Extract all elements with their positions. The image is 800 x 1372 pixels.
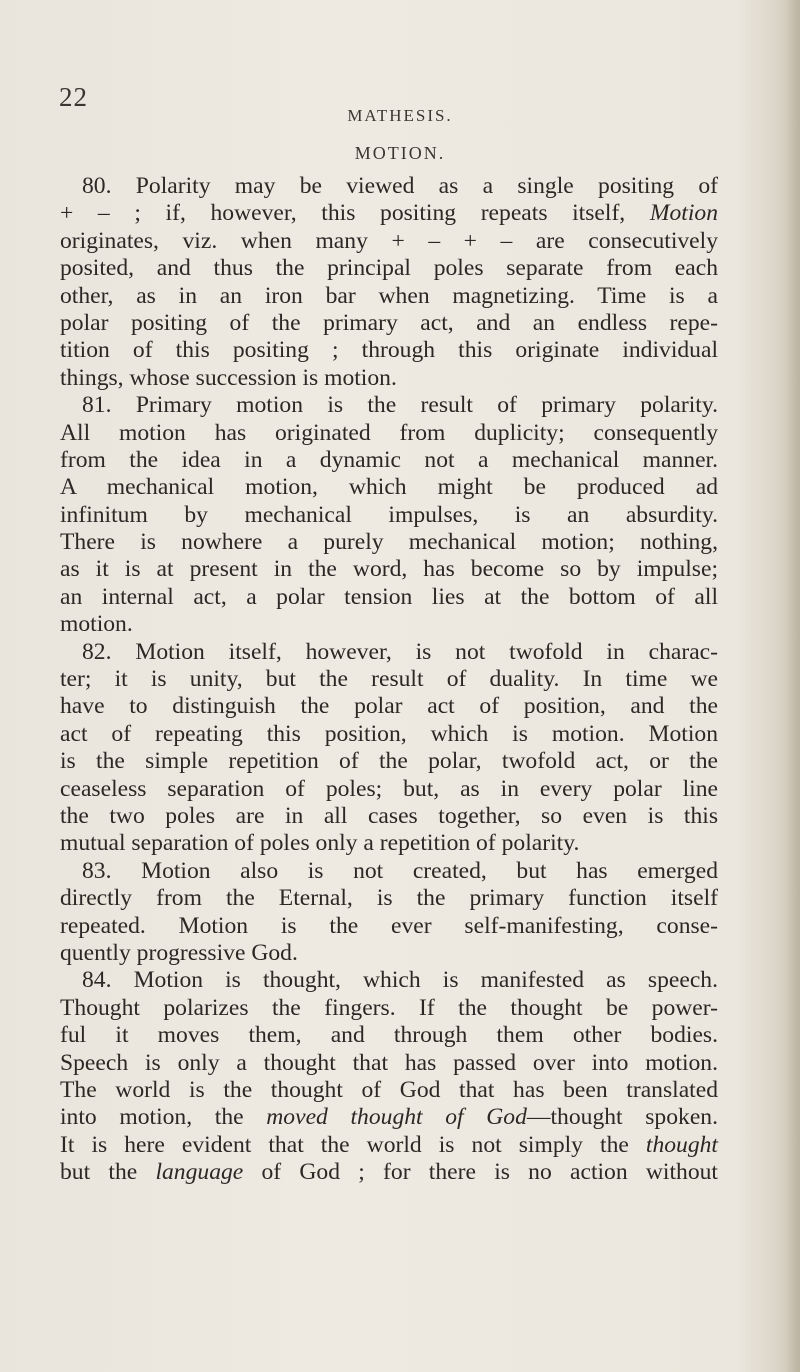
text-segment: ter; it is unity, but the result of duality. In time we (60, 666, 718, 693)
text-segment: polar positing of the primary act, and an endless repe- (60, 309, 718, 336)
text-line (60, 1077, 718, 1104)
text-segment: 84. Motion is thought, which is manifested as speech. (82, 967, 718, 994)
text-line (60, 693, 718, 720)
text-line (60, 803, 718, 830)
text-line (60, 283, 718, 310)
text-line (60, 447, 718, 474)
text-segment: other, as in an iron bar when magnetizing. Time is a (60, 282, 718, 309)
page-number: 22 (59, 82, 88, 112)
text-segment: act of repeating this position, which is motion. Motion (60, 720, 718, 747)
text-line (60, 228, 718, 255)
text-segment: ful it moves them, and through them other bodies. (60, 1022, 718, 1049)
text-line (60, 639, 718, 666)
italic-text: Motion (649, 200, 718, 227)
text-segment: It is here evident that the world is not simply the (60, 1131, 646, 1158)
text-segment: + – ; if, however, this positing repeats itself, (60, 200, 650, 227)
text-line (60, 255, 718, 282)
text-segment: 81. Primary motion is the result of primary polarity. (82, 392, 718, 419)
text-segment: of God ; for there is no action without (243, 1159, 718, 1186)
section-title: MOTION. (354, 143, 446, 163)
text-line (60, 858, 718, 885)
text-segment: the two poles are in all cases together, so even is this (60, 802, 718, 829)
text-line (60, 776, 718, 803)
text-line (60, 1104, 718, 1131)
page-edge-shadow (786, 0, 800, 1372)
text-line (60, 967, 718, 994)
text-segment: —thought spoken. (526, 1104, 718, 1131)
text-segment: 82. Motion itself, however, is not twofold in charac- (82, 638, 718, 665)
text-line (60, 1159, 718, 1186)
text-segment: is the simple repetition of the polar, twofold act, or the (60, 748, 718, 775)
text-segment: Speech is only a thought that has passed over into motion. (60, 1049, 718, 1076)
text-line (60, 1132, 718, 1159)
text-segment: but the (60, 1159, 156, 1186)
text-segment: as it is at present in the word, has become so by impulse; (60, 556, 718, 583)
text-line (60, 502, 718, 529)
text-line (60, 611, 718, 638)
text-segment: motion. (60, 611, 133, 638)
text-line (60, 940, 718, 967)
italic-text: moved thought of God (266, 1104, 527, 1131)
text-segment: repeated. Motion is the ever self-manifesting, conse- (60, 912, 718, 939)
text-segment: All motion has originated from duplicity; consequently (60, 419, 718, 446)
text-line (60, 748, 718, 775)
text-segment: quently progressive God. (60, 939, 298, 966)
text-segment: There is nowhere a purely mechanical motion; nothing, (60, 529, 718, 556)
text-line (60, 365, 718, 392)
text-line (60, 1022, 718, 1049)
text-segment: mutual separation of poles only a repetition of polarity. (60, 830, 580, 857)
text-line (60, 173, 718, 200)
text-segment: posited, and thus the principal poles separate from each (60, 255, 718, 282)
text-line (60, 666, 718, 693)
text-line (60, 995, 718, 1022)
text-line (60, 584, 718, 611)
text-line (60, 830, 718, 857)
text-line (60, 200, 718, 227)
text-line (60, 337, 718, 364)
text-line (60, 885, 718, 912)
text-segment: things, whose succession is motion. (60, 364, 397, 391)
text-line (60, 721, 718, 748)
text-line (60, 913, 718, 940)
text-line (60, 1050, 718, 1077)
text-line (60, 556, 718, 583)
text-segment: have to distinguish the polar act of position, and the (60, 693, 718, 720)
text-segment: originates, viz. when many + – + – are consecutively (60, 227, 718, 254)
text-segment: directly from the Eternal, is the primary function itself (60, 885, 718, 912)
text-line (60, 392, 718, 419)
text-segment: 83. Motion also is not created, but has emerged (82, 857, 718, 884)
text-line (60, 529, 718, 556)
text-segment: 80. Polarity may be viewed as a single positing of (82, 173, 718, 199)
text-segment: tition of this positing ; through this originate individual (60, 337, 718, 364)
text-segment: infinitum by mechanical impulses, is an absurdity. (60, 501, 718, 528)
text-line (60, 310, 718, 337)
text-line (60, 474, 718, 501)
text-segment: into motion, the (60, 1104, 267, 1131)
text-segment: an internal act, a polar tension lies at the bottom of all (60, 583, 718, 610)
italic-text: language (155, 1159, 244, 1186)
running-head: MATHESIS. (347, 106, 453, 125)
italic-text: thought (645, 1131, 718, 1158)
text-line (60, 420, 718, 447)
text-segment: from the idea in a dynamic not a mechanical manner. (60, 446, 718, 473)
body-text (60, 173, 718, 1186)
text-segment: Thought polarizes the fingers. If the thought be power- (60, 994, 718, 1021)
text-segment: ceaseless separation of poles; but, as in every polar line (60, 775, 718, 802)
text-segment: A mechanical motion, which might be produced ad (60, 474, 718, 501)
text-segment: The world is the thought of God that has been translated (60, 1076, 718, 1103)
